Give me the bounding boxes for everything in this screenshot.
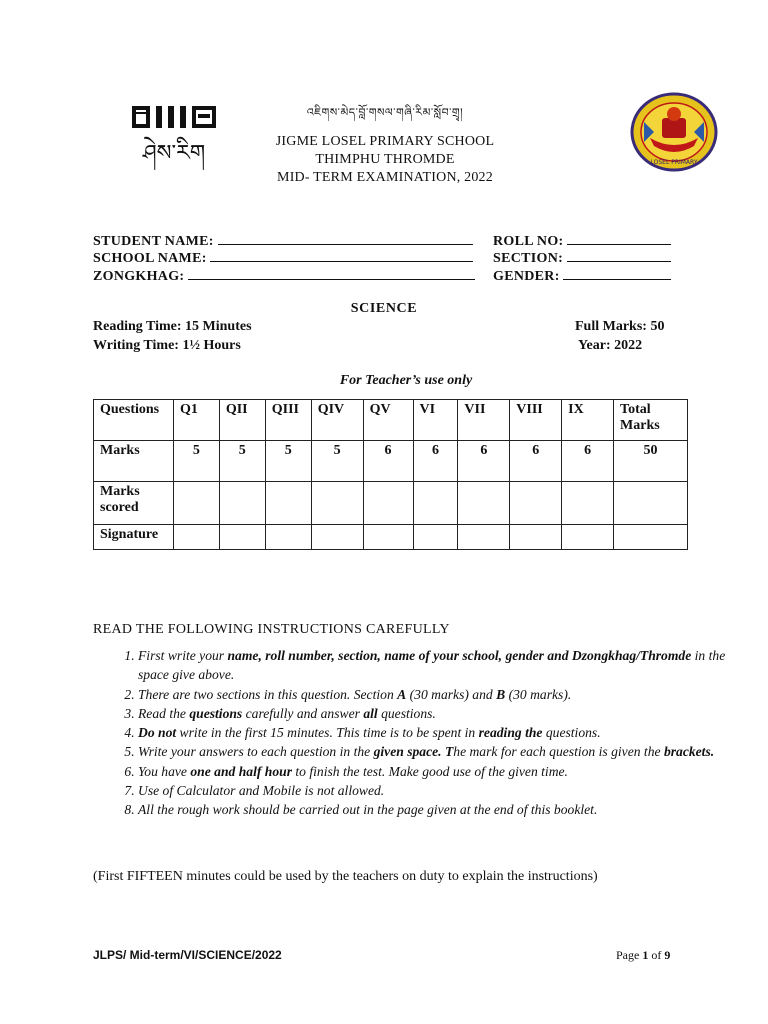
table-row-marks [94, 441, 688, 482]
table-row-signature [94, 525, 688, 550]
instructions-list [93, 646, 728, 820]
table-header-cell: QIII [265, 400, 311, 441]
signature-entry-cell[interactable] [413, 525, 458, 550]
marks-cell: 6 [413, 441, 458, 482]
marks-cell: 5 [265, 441, 311, 482]
instruction-item: 4. Do not write in the first 15 minutes. This time is to be spent in reading the questions. [138, 723, 728, 742]
zongkhag-field[interactable] [188, 266, 475, 280]
signature-entry-cell[interactable] [173, 525, 219, 550]
page-number: Page 1 of 9 [616, 948, 671, 962]
instruction-item: 6. You have one and half hour to finish the test. Make good use of the given time. [138, 762, 728, 781]
roll-no-label: ROLL NO: [493, 234, 564, 249]
education-logo-icon [128, 100, 223, 170]
signature-entry-cell[interactable] [562, 525, 614, 550]
signature-label: Signature [94, 525, 174, 550]
table-header-cell: QII [219, 400, 265, 441]
school-logo-right [630, 92, 718, 172]
instruction-item: 1. First write your name, roll number, section, name of your school, gender and Dzongkhag/Thromde in the space give above. [138, 646, 728, 685]
signature-entry-cell[interactable] [363, 525, 413, 550]
document-code: JLPS/ Mid-term/VI/SCIENCE/2022 [93, 948, 282, 962]
marks-cell: 6 [510, 441, 562, 482]
table-header-cell: Total Marks [614, 400, 688, 441]
instruction-item: 2. There are two sections in this question. Section A (30 marks) and B (30 marks). [138, 685, 728, 704]
instruction-item: 8. All the rough work should be carried out in the page given at the end of this booklet. [138, 800, 728, 819]
school-name-row [93, 248, 473, 266]
school-name-label: SCHOOL NAME: [93, 251, 207, 266]
svg-text:LOSEL PRIMARY: LOSEL PRIMARY [650, 159, 698, 166]
signature-entry-cell[interactable] [458, 525, 510, 550]
school-name-field[interactable] [210, 248, 473, 262]
score-entry-cell[interactable] [458, 482, 510, 525]
score-entry-cell[interactable] [219, 482, 265, 525]
gender-row [493, 266, 671, 284]
total-marks-cell: 50 [614, 441, 688, 482]
table-row-marks-scored [94, 482, 688, 525]
table-header-row [94, 400, 688, 441]
signature-entry-cell[interactable] [614, 525, 688, 550]
score-entry-cell[interactable] [413, 482, 458, 525]
zongkhag-row [93, 266, 475, 284]
signature-entry-cell[interactable] [311, 525, 363, 550]
full-marks: Full Marks: 50 [575, 319, 665, 334]
section-row [493, 248, 671, 266]
instruction-item: 7. Use of Calculator and Mobile is not allowed. [138, 781, 728, 800]
school-logo-left [128, 100, 223, 170]
table-header-cell: VIII [510, 400, 562, 441]
reading-time: Reading Time: 15 Minutes [93, 319, 252, 334]
marks-scored-label: Marks scored [94, 482, 174, 525]
student-name-label: STUDENT NAME: [93, 234, 214, 249]
instruction-item: 3. Read the questions carefully and answer all questions. [138, 704, 728, 723]
dzongkha-school-title: འཇིགས་མེད་བློ་གསལ་གཞི་རིམ་སློབ་གྲྭ། [306, 106, 464, 119]
score-entry-cell[interactable] [614, 482, 688, 525]
table-header-cell: VI [413, 400, 458, 441]
section-field[interactable] [567, 248, 671, 262]
gender-label: GENDER: [493, 269, 560, 284]
marks-cell: 5 [219, 441, 265, 482]
roll-no-field[interactable] [567, 231, 671, 245]
instructions-heading: READ THE FOLLOWING INSTRUCTIONS CAREFULLY [93, 622, 450, 637]
school-name: JIGME LOSEL PRIMARY SCHOOL [275, 134, 495, 149]
table-header-cell: Questions [94, 400, 174, 441]
teacher-use-note: For Teacher’s use only [339, 373, 473, 388]
instructions-footnote: (First FIFTEEN minutes could be used by the teachers on duty to explain the instructions) [93, 869, 598, 884]
instruction-item: 5. Write your answers to each question in the given space. The mark for each question is given the brackets. [138, 742, 728, 761]
table-header-cell: QIV [311, 400, 363, 441]
district-name: THIMPHU THROMDE [315, 152, 455, 167]
score-entry-cell[interactable] [363, 482, 413, 525]
marks-cell: 5 [173, 441, 219, 482]
subject-title: SCIENCE [350, 301, 418, 316]
student-name-row [93, 231, 473, 249]
table-header-cell: VII [458, 400, 510, 441]
table-header-cell: Q1 [173, 400, 219, 441]
score-entry-cell[interactable] [510, 482, 562, 525]
score-entry-cell[interactable] [173, 482, 219, 525]
marks-cell: 6 [562, 441, 614, 482]
score-entry-cell[interactable] [311, 482, 363, 525]
student-name-field[interactable] [218, 231, 473, 245]
school-header [230, 100, 540, 187]
exam-title: MID- TERM EXAMINATION, 2022 [277, 170, 493, 185]
marks-cell: 6 [458, 441, 510, 482]
signature-entry-cell[interactable] [265, 525, 311, 550]
year: Year: 2022 [578, 338, 643, 353]
score-entry-cell[interactable] [265, 482, 311, 525]
table-header-cell: IX [562, 400, 614, 441]
writing-time: Writing Time: 1½ Hours [93, 338, 241, 353]
svg-text:ཤེས་རིག: ཤེས་རིག [142, 141, 206, 166]
marks-row-label: Marks [94, 441, 174, 482]
gender-field[interactable] [563, 266, 671, 280]
score-entry-cell[interactable] [562, 482, 614, 525]
marks-cell: 6 [363, 441, 413, 482]
marks-table [93, 399, 688, 550]
signature-entry-cell[interactable] [219, 525, 265, 550]
table-header-cell: QV [363, 400, 413, 441]
section-label: SECTION: [493, 251, 564, 266]
roll-no-row [493, 231, 671, 249]
marks-cell: 5 [311, 441, 363, 482]
school-emblem-icon [630, 92, 718, 172]
signature-entry-cell[interactable] [510, 525, 562, 550]
zongkhag-label: ZONGKHAG: [93, 269, 185, 284]
